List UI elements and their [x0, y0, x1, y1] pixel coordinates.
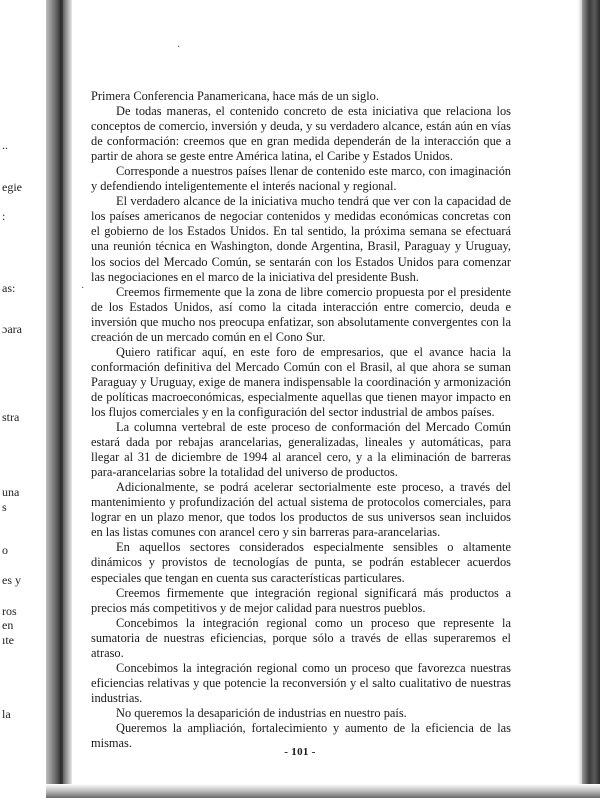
- facing-page-fragment: [0, 0, 46, 798]
- facing-page-text-fragment: :: [2, 209, 6, 223]
- binding-gutter: [46, 0, 72, 798]
- facing-page-text-fragment: stra: [2, 410, 20, 424]
- paragraph: Concebimos la integración regional como un proceso que represente la sumatoria de nuestras eficiencias, porque sólo a través de ellas superaremos el atraso.: [91, 615, 511, 660]
- facing-page-text-fragment: en: [2, 618, 14, 632]
- facing-page-text-fragment: as:: [2, 281, 16, 295]
- paragraph: Corresponde a nuestros países llenar de contenido este marco, con imaginación y defendiendo inteligentemente el interés nacional y regional.: [91, 164, 511, 194]
- speck: ·: [177, 42, 181, 53]
- paragraph: Queremos la ampliación, fortalecimiento y aumento de la eficiencia de las mismas.: [91, 720, 511, 751]
- paragraph: Quiero ratificar aquí, en este foro de empresarios, que el avance hacia la conformación definitiva del Mercado Común con el Brasil, al que ahora se suman Paraguay y Uruguay, exige de manera indispensable la coordinación y armonización de políticas macroeconómicas, especialmente aquellas que tienen mayor impacto en los flujos comerciales y en la configuración del sector industrial de ambos países.: [91, 344, 511, 419]
- paragraph: De todas maneras, el contenido concreto de esta iniciativa que relaciona los conceptos de comercio, inversión y deuda, y su verdadero alcance, están aún en vías de conformación: creemos que en gran medida dependerán de la interacción que a partir de ahora se geste entre América latina, el Caribe y Estados Unidos.: [91, 104, 511, 164]
- paragraph: Creemos firmemente que la zona de libre comercio propuesta por el presidente de los Estados Unidos, así como la citada interacción entre comercio, deuda e inversión que mucho nos preocupa enfatizar, son absolutamente convergentes con la creación de un mercado común en el Cono Sur.: [91, 284, 511, 344]
- facing-page-text-fragment: ıte: [2, 633, 14, 647]
- facing-page-text-fragment: s: [2, 500, 7, 514]
- paragraph: Creemos firmemente que integración regional significará más productos a precios más competitivos y de mejor calidad para nuestros pueblos.: [91, 585, 511, 615]
- paragraph: Adicionalmente, se podrá acelerar sectorialmente este proceso, a través del mantenimiento y profundización del actual sistema de protocolos comerciales, para lograr en un plazo menor, que todos los productos de sus universos sean incluidos en las listas comunes con arancel cero y sin barreras para-arancelarias.: [91, 480, 511, 540]
- facing-page-text-fragment: ros: [2, 604, 17, 618]
- scanner-right-edge: [582, 0, 600, 798]
- binding-gutter-edge: [60, 0, 63, 798]
- facing-page-text-fragment: una: [2, 485, 20, 499]
- facing-page-text-fragment: ɔara: [2, 322, 22, 336]
- facing-page-text-fragment: o: [2, 543, 8, 557]
- paragraph: No queremos la desaparición de industrias en nuestro país.: [116, 705, 407, 720]
- paragraph: Concebimos la integración regional como un proceso que favorezca nuestras eficiencias relativas y que potencie la reconversión y el salto cualitativo de nuestras industrias.: [91, 660, 511, 705]
- facing-page-text-fragment: es y: [2, 573, 21, 587]
- paragraph: En aquellos sectores considerados especialmente sensibles o altamente dinámicos y provistos de tecnologías de punta, se podrán establecer acuerdos especiales que tengan en cuenta sus características particulares.: [91, 540, 511, 585]
- page-body: [91, 89, 511, 751]
- scanner-bottom-edge: [46, 784, 600, 798]
- facing-page-text-fragment: la: [2, 707, 11, 721]
- page-number: - 101 -: [284, 746, 316, 758]
- speck: ·: [81, 283, 85, 294]
- facing-page-text-fragment: ..: [2, 138, 8, 152]
- paragraph: La columna vertebral de este proceso de conformación del Mercado Común estará dada por rebajas arancelarias, generalizadas, lineales y automáticas, para llegar al 31 de diciembre de 1994 al arancel cero, y a la eliminación de barreras para-arancelarias sobre la totalidad del universo de productos.: [91, 420, 511, 480]
- facing-page-text-fragment: egie: [2, 180, 22, 194]
- paragraph: El verdadero alcance de la iniciativa mucho tendrá que ver con la capacidad de los países americanos de negociar contenidos y medidas económicas concretas con el gobierno de los Estados Unidos. En tal sentido, la próxima semana se efectuará una reunión técnica en Washington, donde Argentina, Brasil, Paraguay y Uruguay, los socios del Mercado Común, se sentarán con los Estados Unidos para comenzar las negociaciones en el marco de la iniciativa del presidente Bush.: [91, 194, 511, 284]
- paragraph: Primera Conferencia Panamericana, hace más de un siglo.: [91, 89, 379, 103]
